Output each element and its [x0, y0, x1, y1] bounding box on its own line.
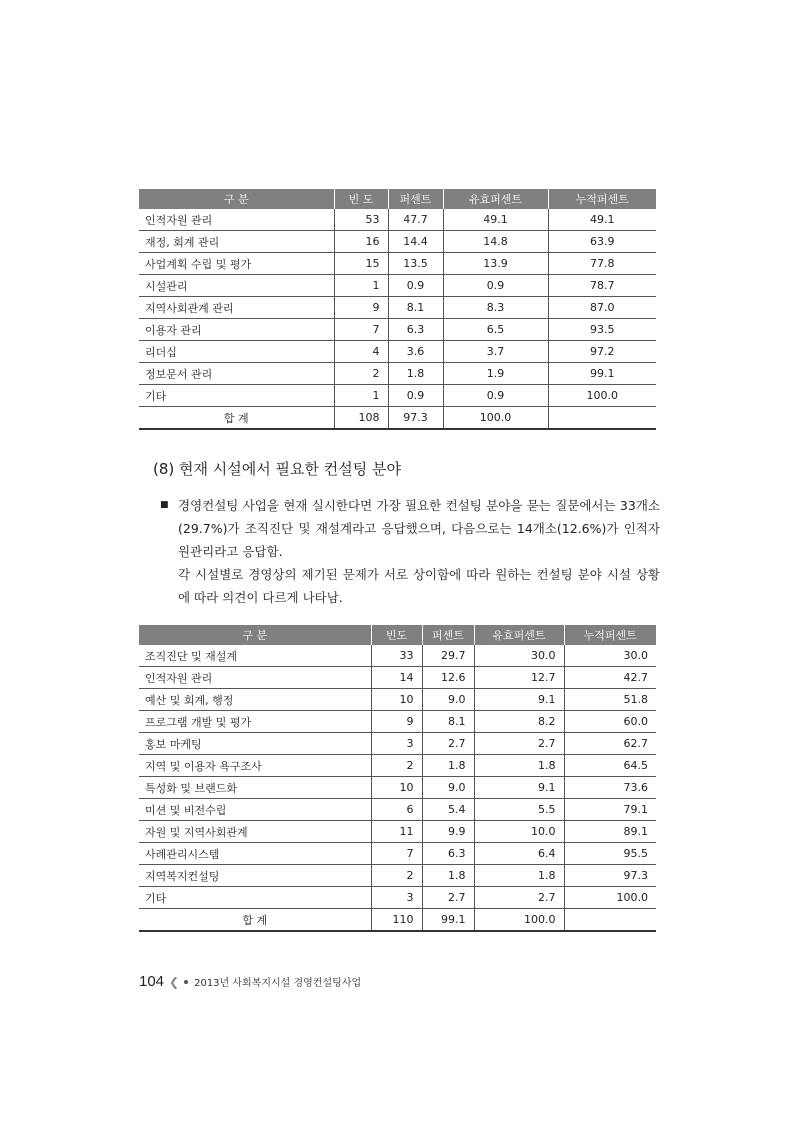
- row-valid-percent: 1.9: [443, 363, 548, 385]
- row-valid-percent: 2.7: [474, 733, 564, 755]
- total-frequency: 108: [334, 407, 388, 430]
- header-category: 구 분: [139, 625, 371, 645]
- row-percent: 29.7: [422, 645, 474, 667]
- row-percent: 9.0: [422, 689, 474, 711]
- row-label: 자원 및 지역사회관계: [139, 821, 371, 843]
- consulting-area-table-1: [139, 189, 656, 430]
- row-label: 사업계획 수립 및 평가: [139, 253, 334, 275]
- row-cumulative-percent: 63.9: [548, 231, 656, 253]
- row-valid-percent: 1.8: [474, 865, 564, 887]
- row-cumulative-percent: 78.7: [548, 275, 656, 297]
- row-cumulative-percent: 95.5: [564, 843, 656, 865]
- row-cumulative-percent: 64.5: [564, 755, 656, 777]
- row-frequency: 14: [371, 667, 422, 689]
- header-cumulative-percent: 누적퍼센트: [548, 189, 656, 209]
- table-row: [139, 777, 656, 799]
- table-row: [139, 887, 656, 909]
- row-percent: 13.5: [388, 253, 443, 275]
- row-frequency: 4: [334, 341, 388, 363]
- page-footer: [139, 973, 361, 990]
- table-row: [139, 319, 656, 341]
- table-row: [139, 799, 656, 821]
- table-row: [139, 821, 656, 843]
- row-cumulative-percent: 97.3: [564, 865, 656, 887]
- row-percent: 9.9: [422, 821, 474, 843]
- table-row: [139, 363, 656, 385]
- row-cumulative-percent: 100.0: [548, 385, 656, 407]
- header-frequency: 빈 도: [334, 189, 388, 209]
- row-frequency: 3: [371, 887, 422, 909]
- table-row: [139, 297, 656, 319]
- row-valid-percent: 1.8: [474, 755, 564, 777]
- header-category: 구 분: [139, 189, 334, 209]
- row-percent: 2.7: [422, 733, 474, 755]
- row-label: 사례관리시스템: [139, 843, 371, 865]
- paragraph-summary: 경영컨설팅 사업을 현재 실시한다면 가장 필요한 컨설팅 분야을 묻는 질문에서는 33개소(29.7%)가 조직진단 및 재설계라고 응답했으며, 다음으로는 14개소(12.6%)가 인적자원관리라고 응답함.: [178, 498, 660, 559]
- section-heading: (8) 현재 시설에서 필요한 컨설팅 분야: [153, 460, 401, 478]
- row-label: 미션 및 비전수립: [139, 799, 371, 821]
- table-total-row: [139, 407, 656, 430]
- row-cumulative-percent: 49.1: [548, 209, 656, 231]
- row-frequency: 16: [334, 231, 388, 253]
- table-row: [139, 275, 656, 297]
- row-label: 특성화 및 브랜드화: [139, 777, 371, 799]
- row-valid-percent: 6.5: [443, 319, 548, 341]
- row-frequency: 1: [334, 385, 388, 407]
- total-percent: 99.1: [422, 909, 474, 932]
- row-label: 재정, 회계 관리: [139, 231, 334, 253]
- row-percent: 9.0: [422, 777, 474, 799]
- row-valid-percent: 13.9: [443, 253, 548, 275]
- row-cumulative-percent: 93.5: [548, 319, 656, 341]
- row-valid-percent: 8.3: [443, 297, 548, 319]
- dot-icon: [184, 980, 188, 984]
- table-header-row: [139, 625, 656, 645]
- row-frequency: 2: [371, 865, 422, 887]
- table-header-row: [139, 189, 656, 209]
- row-valid-percent: 2.7: [474, 887, 564, 909]
- row-frequency: 6: [371, 799, 422, 821]
- table-row: [139, 689, 656, 711]
- row-cumulative-percent: 30.0: [564, 645, 656, 667]
- row-percent: 2.7: [422, 887, 474, 909]
- row-label: 시설관리: [139, 275, 334, 297]
- row-frequency: 9: [334, 297, 388, 319]
- row-label: 예산 및 회계, 행정: [139, 689, 371, 711]
- row-valid-percent: 8.2: [474, 711, 564, 733]
- row-percent: 12.6: [422, 667, 474, 689]
- row-valid-percent: 10.0: [474, 821, 564, 843]
- row-percent: 47.7: [388, 209, 443, 231]
- row-valid-percent: 0.9: [443, 275, 548, 297]
- table-row: [139, 667, 656, 689]
- table-row: [139, 733, 656, 755]
- table-row: [139, 843, 656, 865]
- row-valid-percent: 6.4: [474, 843, 564, 865]
- table-row: [139, 341, 656, 363]
- row-label: 리더십: [139, 341, 334, 363]
- total-cumulative-percent: [564, 909, 656, 932]
- row-percent: 14.4: [388, 231, 443, 253]
- table-total-row: [139, 909, 656, 932]
- row-frequency: 53: [334, 209, 388, 231]
- row-frequency: 33: [371, 645, 422, 667]
- row-frequency: 7: [334, 319, 388, 341]
- bullet-paragraph-block: [160, 494, 660, 609]
- row-valid-percent: 49.1: [443, 209, 548, 231]
- header-percent: 퍼센트: [388, 189, 443, 209]
- row-percent: 3.6: [388, 341, 443, 363]
- table-row: [139, 253, 656, 275]
- row-label: 정보문서 관리: [139, 363, 334, 385]
- row-cumulative-percent: 60.0: [564, 711, 656, 733]
- row-label: 지역 및 이용자 욕구조사: [139, 755, 371, 777]
- row-valid-percent: 3.7: [443, 341, 548, 363]
- row-cumulative-percent: 77.8: [548, 253, 656, 275]
- row-cumulative-percent: 62.7: [564, 733, 656, 755]
- header-valid-percent: 유효퍼센트: [443, 189, 548, 209]
- publication-title: 2013년 사회복지시설 경영컨설팅사업: [194, 978, 362, 989]
- total-valid-percent: 100.0: [443, 407, 548, 430]
- table-row: [139, 645, 656, 667]
- row-frequency: 2: [334, 363, 388, 385]
- row-frequency: 2: [371, 755, 422, 777]
- total-percent: 97.3: [388, 407, 443, 430]
- total-label: 합 계: [139, 407, 334, 430]
- row-percent: 5.4: [422, 799, 474, 821]
- row-percent: 1.8: [388, 363, 443, 385]
- row-cumulative-percent: 99.1: [548, 363, 656, 385]
- row-label: 홍보 마케팅: [139, 733, 371, 755]
- row-percent: 0.9: [388, 385, 443, 407]
- row-percent: 8.1: [422, 711, 474, 733]
- paragraph-detail: 각 시설별로 경영상의 제기된 문제가 서로 상이함에 따라 원하는 컨설팅 분야 시설 상황에 따라 의견이 다르게 나타남.: [178, 567, 660, 605]
- row-cumulative-percent: 89.1: [564, 821, 656, 843]
- consulting-area-table-2: [139, 625, 656, 932]
- header-cumulative-percent: 누적퍼센트: [564, 625, 656, 645]
- row-valid-percent: 0.9: [443, 385, 548, 407]
- row-valid-percent: 12.7: [474, 667, 564, 689]
- row-cumulative-percent: 79.1: [564, 799, 656, 821]
- row-frequency: 3: [371, 733, 422, 755]
- total-valid-percent: 100.0: [474, 909, 564, 932]
- row-frequency: 15: [334, 253, 388, 275]
- table-row: [139, 209, 656, 231]
- row-frequency: 1: [334, 275, 388, 297]
- row-valid-percent: 5.5: [474, 799, 564, 821]
- row-cumulative-percent: 100.0: [564, 887, 656, 909]
- header-percent: 퍼센트: [422, 625, 474, 645]
- row-valid-percent: 14.8: [443, 231, 548, 253]
- total-cumulative-percent: [548, 407, 656, 430]
- chevron-left-icon: ❮: [169, 974, 180, 989]
- row-percent: 8.1: [388, 297, 443, 319]
- row-percent: 1.8: [422, 865, 474, 887]
- row-percent: 6.3: [388, 319, 443, 341]
- total-frequency: 110: [371, 909, 422, 932]
- row-cumulative-percent: 73.6: [564, 777, 656, 799]
- row-valid-percent: 9.1: [474, 777, 564, 799]
- header-frequency: 빈도: [371, 625, 422, 645]
- row-label: 기타: [139, 385, 334, 407]
- square-bullet-icon: ■: [160, 500, 169, 510]
- row-label: 조직진단 및 재설계: [139, 645, 371, 667]
- row-valid-percent: 9.1: [474, 689, 564, 711]
- row-percent: 6.3: [422, 843, 474, 865]
- row-label: 이용자 관리: [139, 319, 334, 341]
- table-row: [139, 755, 656, 777]
- page-number: 104: [139, 973, 165, 990]
- header-valid-percent: 유효퍼센트: [474, 625, 564, 645]
- row-valid-percent: 30.0: [474, 645, 564, 667]
- row-label: 기타: [139, 887, 371, 909]
- row-label: 인적자원 관리: [139, 209, 334, 231]
- row-label: 프로그램 개발 및 평가: [139, 711, 371, 733]
- row-frequency: 10: [371, 777, 422, 799]
- row-frequency: 10: [371, 689, 422, 711]
- row-frequency: 7: [371, 843, 422, 865]
- row-cumulative-percent: 42.7: [564, 667, 656, 689]
- row-label: 지역사회관계 관리: [139, 297, 334, 319]
- table-row: [139, 231, 656, 253]
- total-label: 합 계: [139, 909, 371, 932]
- row-cumulative-percent: 97.2: [548, 341, 656, 363]
- table-row: [139, 711, 656, 733]
- row-frequency: 11: [371, 821, 422, 843]
- table-row: [139, 865, 656, 887]
- row-frequency: 9: [371, 711, 422, 733]
- row-label: 인적자원 관리: [139, 667, 371, 689]
- table-row: [139, 385, 656, 407]
- row-cumulative-percent: 87.0: [548, 297, 656, 319]
- row-percent: 1.8: [422, 755, 474, 777]
- row-label: 지역복지컨설팅: [139, 865, 371, 887]
- row-percent: 0.9: [388, 275, 443, 297]
- row-cumulative-percent: 51.8: [564, 689, 656, 711]
